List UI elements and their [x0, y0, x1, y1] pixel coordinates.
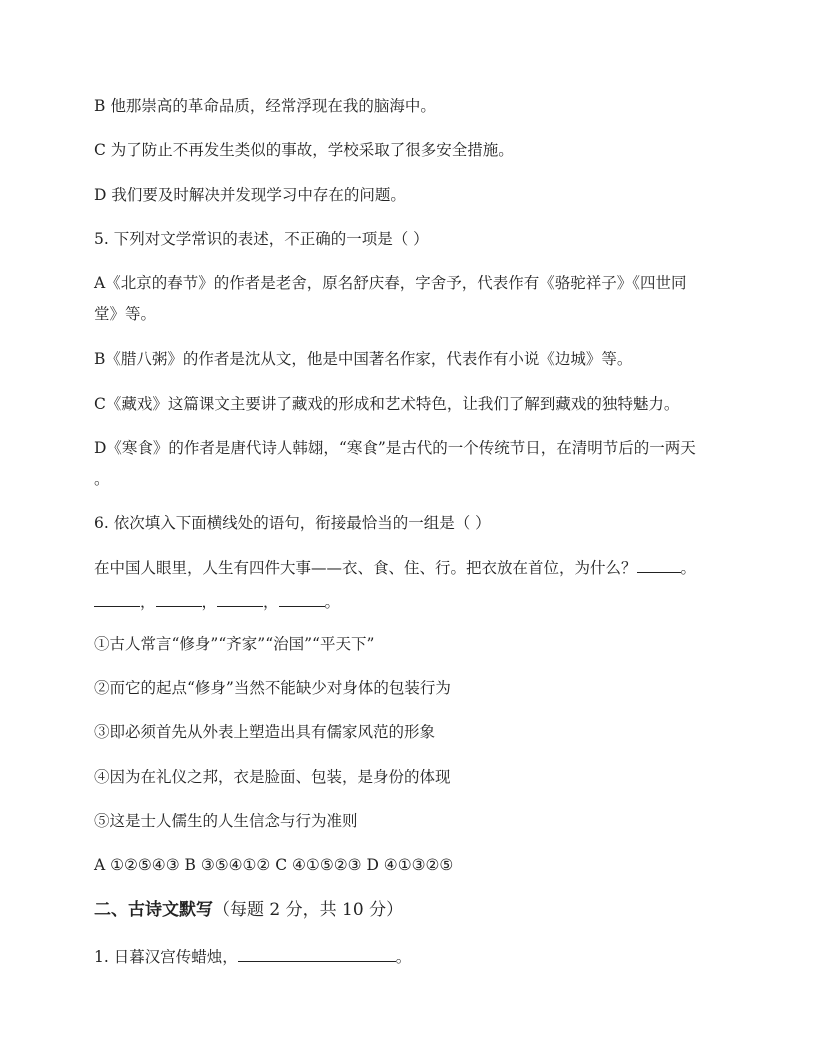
q5-option-c: C《藏戏》这篇课文主要讲了藏戏的形成和艺术特色，让我们了解到藏戏的独特魅力。 [94, 395, 680, 413]
q6-stem: 6. 依次填入下面横线处的语句，衔接最恰当的一组是（ ） [94, 514, 491, 532]
q5-stem: 5. 下列对文学常识的表述，不正确的一项是（ ） [94, 230, 429, 248]
q6-paragraph-line2 [94, 590, 756, 614]
q6-choices: A ①②⑤④③ B ③⑤④①② C ④①⑤②③ D ④①③②⑤ [94, 856, 454, 874]
q6-sentence-4: ④因为在礼仪之邦，衣是脸面、包装，是身份的体现 [94, 768, 451, 786]
q6-paragraph-line1 [94, 556, 756, 580]
poem-question-1 [94, 945, 756, 969]
section-2-heading [94, 898, 756, 922]
punctuation: 。 [680, 559, 697, 577]
fill-blank[interactable] [637, 558, 681, 573]
punctuation: 。 [395, 948, 412, 966]
fill-blank[interactable] [156, 592, 202, 607]
fill-blank[interactable] [238, 947, 396, 962]
q4-option-c: C 为了防止不再发生类似的事故，学校采取了很多安全措施。 [94, 141, 514, 159]
q5-option-d-line2: 。 [94, 470, 110, 488]
punctuation: ， [140, 593, 156, 611]
punctuation: ， [263, 593, 279, 611]
q6-sentence-1: ①古人常言“修身”“齐家”“治国”“平天下” [94, 635, 375, 653]
poem-question-1-text: 1. 日暮汉宫传蜡烛， [94, 948, 238, 966]
q6-sentence-5: ⑤这是士人儒生的人生信念与行为准则 [94, 812, 358, 830]
section-2-score: （每题 2 分，共 10 分） [213, 900, 404, 920]
section-2-title: 二、古诗文默写 [94, 900, 213, 920]
q6-sentence-3: ③即必须首先从外表上塑造出具有儒家风范的形象 [94, 723, 436, 741]
q4-option-b: B 他那崇高的革命品质，经常浮现在我的脑海中。 [94, 97, 436, 115]
punctuation: ， [201, 593, 218, 611]
q5-option-a-line2: 堂》等。 [94, 305, 157, 323]
punctuation: 。 [324, 593, 341, 611]
fill-blank[interactable] [94, 592, 140, 607]
fill-blank[interactable] [279, 592, 325, 607]
q6-sentence-2: ②而它的起点“修身”当然不能缺少对身体的包装行为 [94, 679, 451, 697]
q5-option-b: B《腊八粥》的作者是沈从文，他是中国著名作家，代表作有小说《边城》等。 [94, 350, 633, 368]
q6-paragraph-text: 在中国人眼里，人生有四件大事——衣、食、住、行。把衣放在首位，为什么？ [94, 559, 637, 577]
q4-option-d: D 我们要及时解决并发现学习中存在的问题。 [94, 186, 406, 204]
fill-blank[interactable] [217, 592, 263, 607]
q5-option-d-line1: D《寒食》的作者是唐代诗人韩翃，“寒食”是古代的一个传统节日，在清明节后的一两天 [94, 439, 696, 457]
q5-option-a-line1: A《北京的春节》的作者是老舍，原名舒庆春，字舍予，代表作有《骆驼祥子》《四世同 [94, 274, 687, 292]
